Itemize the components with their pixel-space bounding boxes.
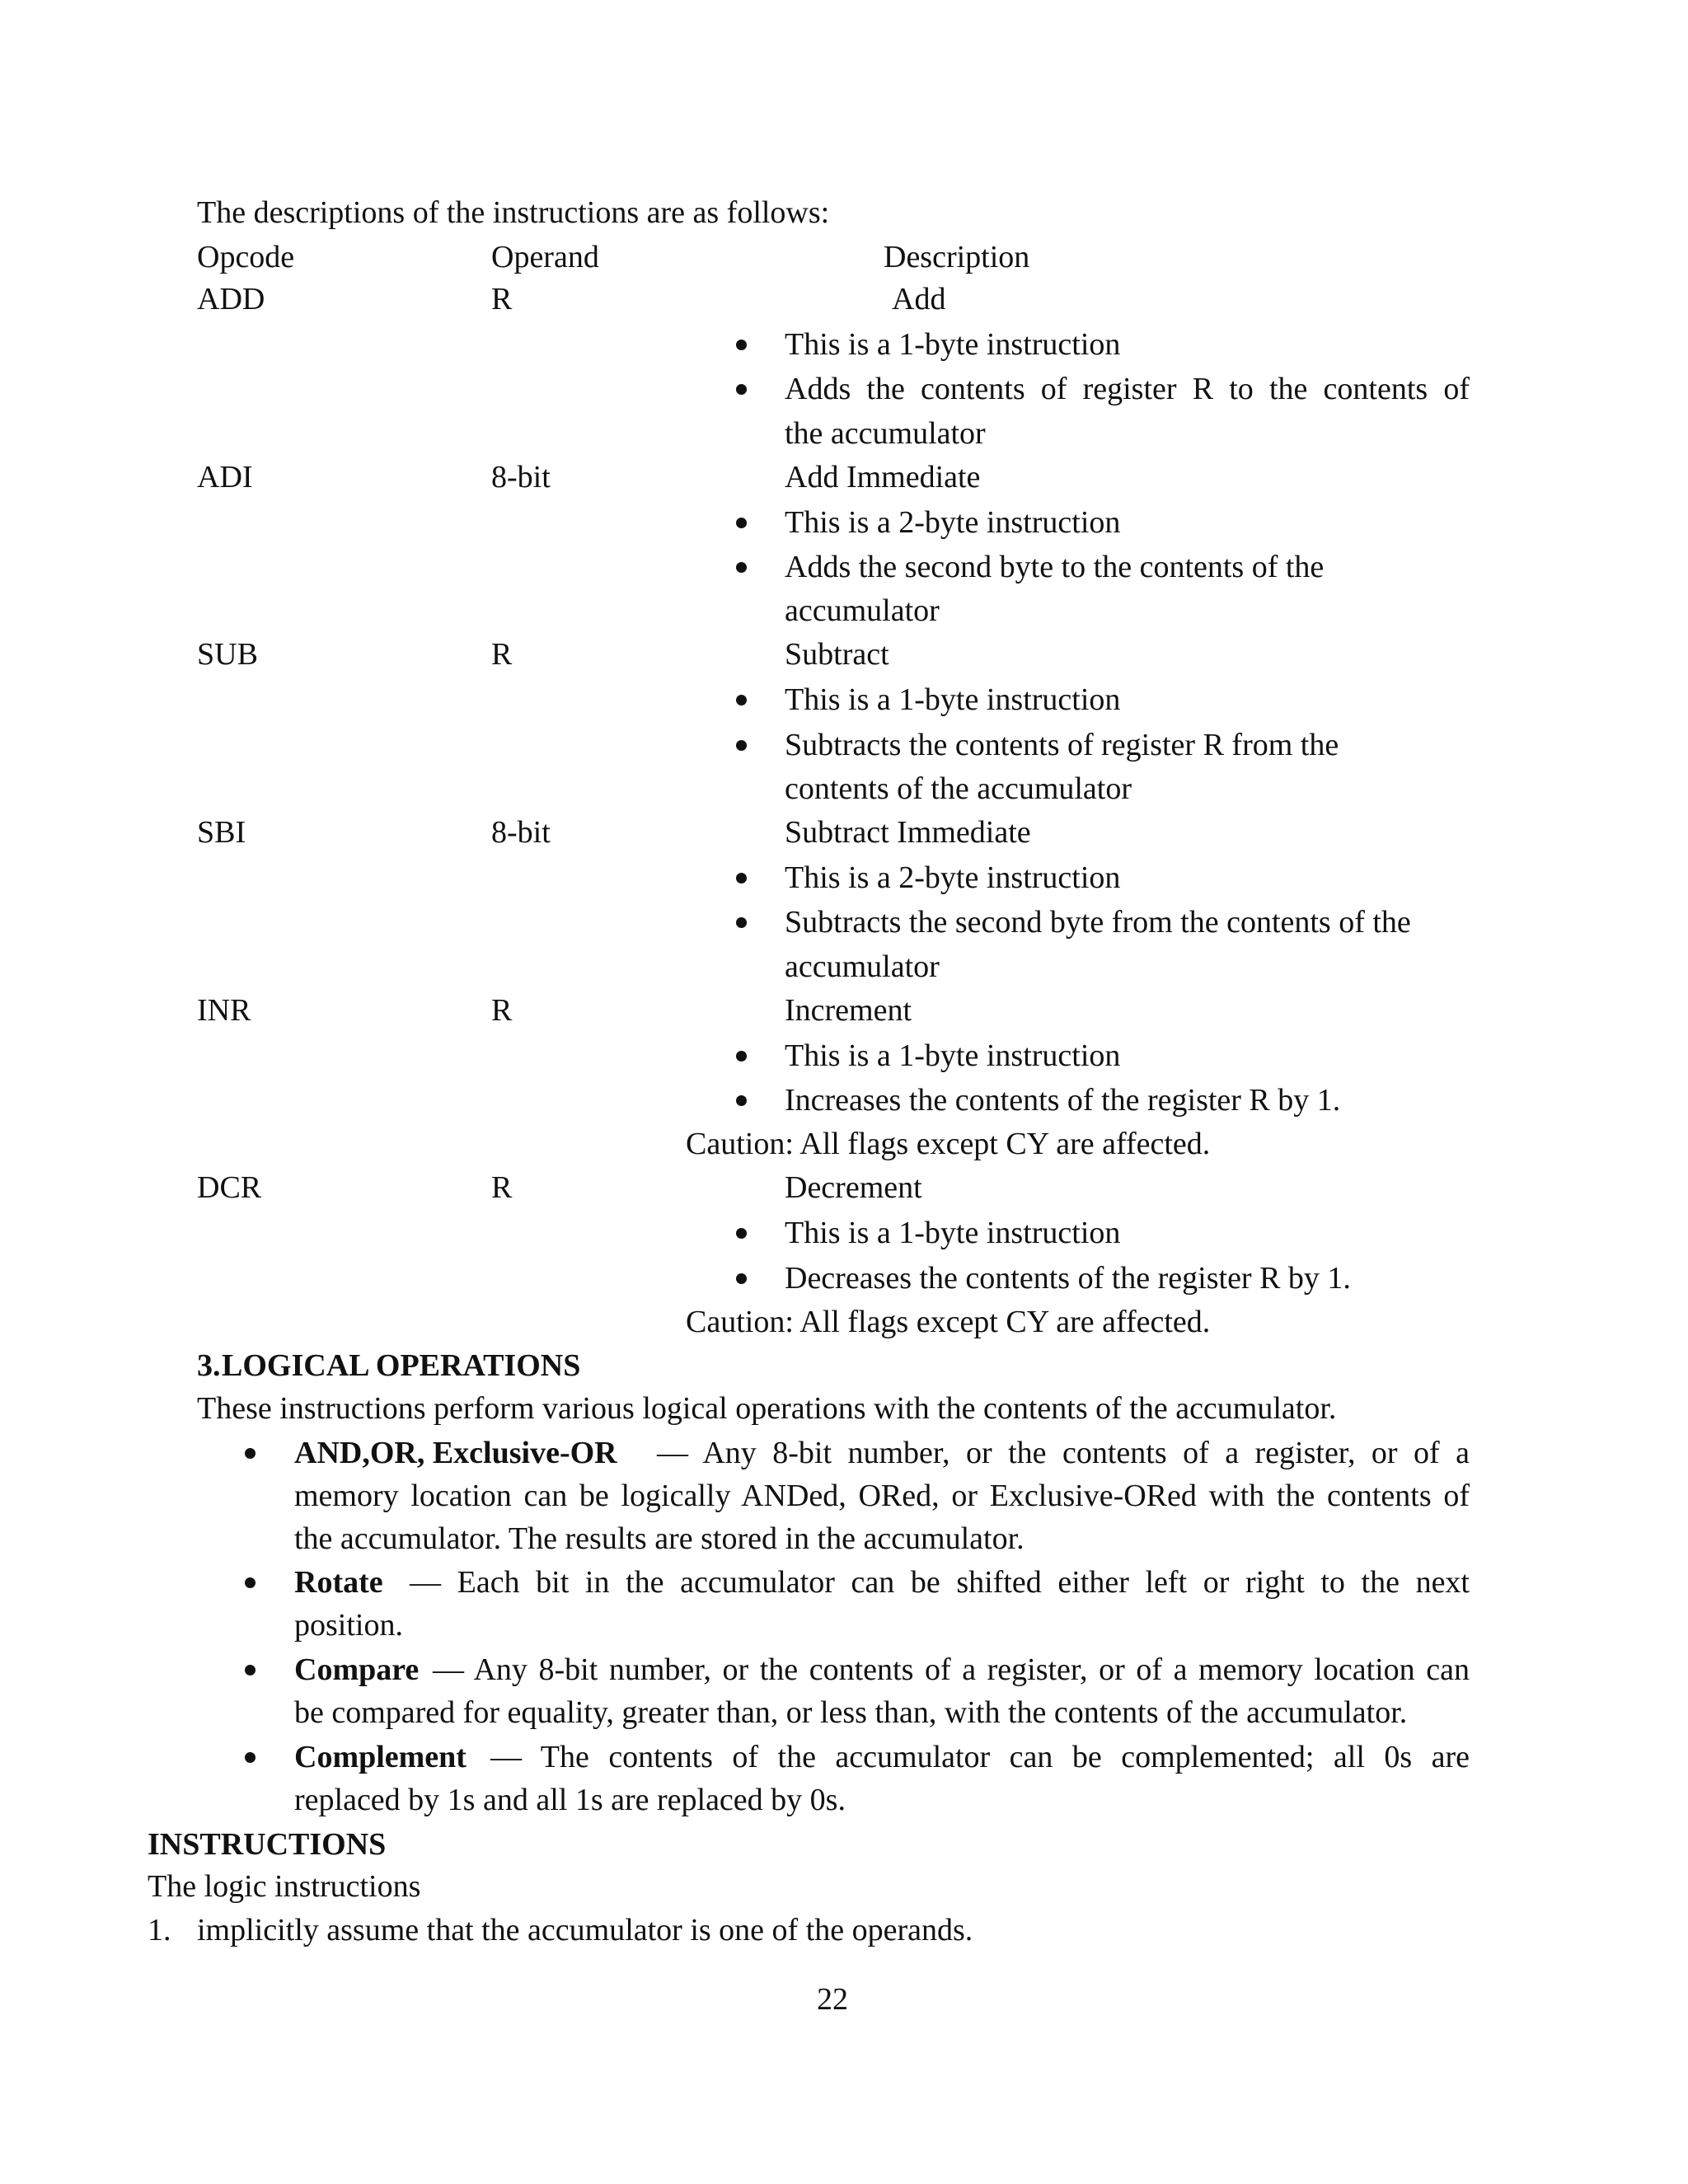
desc-sub-bullet-2: Subtracts the contents of register R from the: [785, 728, 1339, 762]
bullet-icon: [736, 1273, 747, 1284]
section-heading: LOGICAL OPERATIONS: [222, 1348, 581, 1383]
desc-add-name: Add: [892, 282, 946, 316]
desc-sub-name: Subtract: [785, 637, 889, 672]
desc-inr-bullet-1: This is a 1-byte instruction: [785, 1038, 1121, 1073]
desc-add-bullet-2-cont: the accumulator: [785, 416, 986, 451]
bullet-icon: [736, 1228, 747, 1239]
bullet-icon: [736, 873, 747, 883]
bullet-icon: [736, 740, 747, 751]
desc-adi-bullet-1: This is a 2-byte instruction: [785, 505, 1121, 540]
desc-inr-caution: Caution: All flags except CY are affected.: [686, 1127, 1211, 1161]
desc-sub-bullet-1: This is a 1-byte instruction: [785, 682, 1121, 717]
desc-complement-line-2: replaced by 1s and all 1s are replaced by 0s.: [294, 1783, 846, 1817]
desc-adi-bullet-2: Adds the second byte to the contents of the: [785, 550, 1325, 584]
desc-adi-name: Add Immediate: [785, 460, 981, 494]
bullet-icon: [736, 1095, 747, 1106]
desc-inr-name: Increment: [785, 993, 912, 1028]
desc-dcr-bullet-2: Decreases the contents of the register R by 1.: [785, 1261, 1351, 1296]
operand-sbi: 8-bit: [491, 815, 551, 850]
desc-sub-bullet-2-cont: contents of the accumulator: [785, 771, 1132, 806]
desc-rotate-line-1: — Each bit in the accumulator can be shifted either left or right to the next: [410, 1565, 1470, 1600]
term-complement: Complement: [294, 1740, 467, 1774]
bullet-icon: [245, 1752, 256, 1763]
desc-and-or-xor-line-3: the accumulator. The results are stored in the accumulator.: [294, 1521, 1025, 1556]
desc-add-bullet-1: This is a 1-byte instruction: [785, 327, 1121, 362]
operand-sub: R: [491, 637, 513, 672]
bullet-icon: [245, 1665, 256, 1675]
bullet-icon: [736, 917, 747, 928]
section-number: 3.: [197, 1348, 221, 1383]
header-description: Description: [884, 240, 1030, 274]
term-compare: Compare: [294, 1652, 420, 1687]
term-and-or-xor: AND,OR, Exclusive-OR: [294, 1436, 617, 1470]
bullet-icon: [245, 1577, 256, 1588]
opcode-adi: ADI: [197, 460, 253, 494]
header-opcode: Opcode: [197, 240, 295, 274]
opcode-sbi: SBI: [197, 815, 246, 850]
bullet-icon: [736, 340, 747, 350]
operand-inr: R: [491, 993, 513, 1028]
desc-compare-line-1: — Any 8-bit number, or the contents of a register, or of a memory location can: [433, 1652, 1470, 1687]
opcode-inr: INR: [197, 993, 251, 1028]
intro-text: The descriptions of the instructions are as follows:: [197, 195, 830, 230]
desc-and-or-xor-line-2: memory location can be logically ANDed, ORed, or Exclusive-ORed with the contents of: [294, 1479, 1470, 1513]
opcode-dcr: DCR: [197, 1170, 262, 1205]
desc-dcr-name: Decrement: [785, 1170, 922, 1205]
desc-inr-bullet-2: Increases the contents of the register R by 1.: [785, 1083, 1341, 1118]
desc-sbi-bullet-2-cont: accumulator: [785, 949, 940, 984]
desc-add-bullet-2: Adds the contents of register R to the contents of: [785, 372, 1470, 406]
instructions-heading: INSTRUCTIONS: [148, 1827, 387, 1862]
desc-sbi-bullet-2: Subtracts the second byte from the contents of the: [785, 905, 1411, 940]
bullet-icon: [736, 562, 747, 573]
list-number: 1.: [148, 1913, 171, 1947]
desc-adi-bullet-2-cont: accumulator: [785, 593, 940, 628]
bullet-icon: [736, 518, 747, 528]
desc-complement-line-1: — The contents of the accumulator can be complemented; all 0s are: [490, 1740, 1470, 1774]
desc-rotate-line-2: position.: [294, 1608, 403, 1643]
instructions-line-1: The logic instructions: [148, 1869, 421, 1904]
bullet-icon: [245, 1448, 256, 1459]
bullet-icon: [736, 695, 747, 705]
bullet-icon: [736, 384, 747, 395]
header-operand: Operand: [491, 240, 599, 274]
desc-dcr-bullet-1: This is a 1-byte instruction: [785, 1216, 1121, 1250]
section-intro: These instructions perform various logical operations with the contents of the accumulator.: [197, 1391, 1337, 1426]
desc-and-or-xor-line-1: — Any 8-bit number, or the contents of a register, or of a: [657, 1436, 1470, 1470]
operand-add: R: [491, 282, 513, 316]
term-rotate: Rotate: [294, 1565, 383, 1600]
opcode-add: ADD: [197, 282, 265, 316]
desc-dcr-caution: Caution: All flags except CY are affected.: [686, 1305, 1211, 1339]
desc-compare-line-2: be compared for equality, greater than, or less than, with the contents of the accumulator.: [294, 1695, 1408, 1730]
page-number: 22: [817, 1982, 848, 2017]
desc-sbi-name: Subtract Immediate: [785, 815, 1031, 850]
list-item-text: implicitly assume that the accumulator is one of the operands.: [197, 1913, 973, 1947]
bullet-icon: [736, 1051, 747, 1062]
desc-sbi-bullet-1: This is a 2-byte instruction: [785, 860, 1121, 895]
opcode-sub: SUB: [197, 637, 258, 672]
operand-dcr: R: [491, 1170, 513, 1205]
operand-adi: 8-bit: [491, 460, 551, 494]
